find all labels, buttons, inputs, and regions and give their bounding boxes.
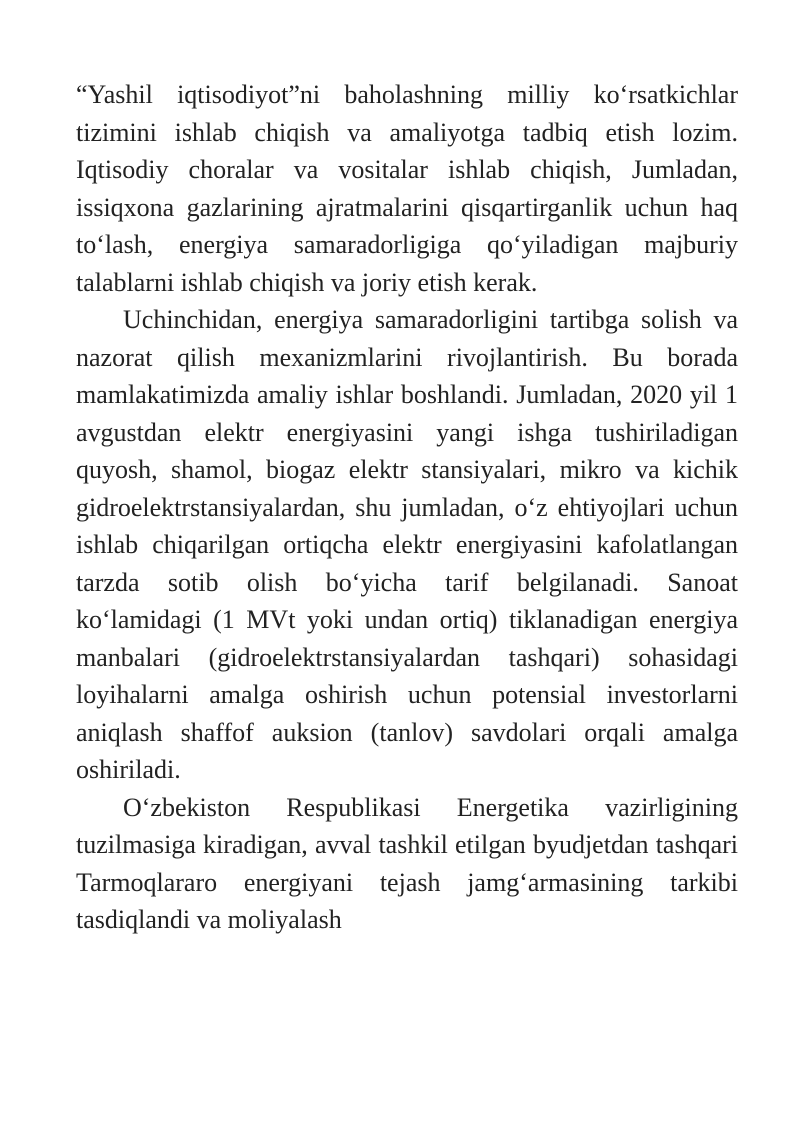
paragraph-energy-efficiency: Uchinchidan, energiya samaradorligini tartibga solish va nazorat qilish mexanizmlarini rivojlantirish. Bu borada mamlakatimizda amaliy ishlar boshlandi. Jumladan, 2020 yil 1 avgustdan elektr energiyasini yangi ishga tushiriladigan quyosh, shamol, biogaz elektr stansiyalari, mikro va kichik gidroelektrstansiyalardan, shu jumladan, o‘z ehtiyojlari uchun ishlab chiqarilgan ortiqcha elektr energiyasini kafolatlangan tarzda sotib olish bo‘yicha tarif belgilanadi. Sanoat ko‘lamidagi (1 MVt yoki undan ortiq) tiklanadigan energiya manbalari (gidroelektrstansiyalardan tashqari) sohasidagi loyihalarni amalga oshirish uchun potensial investorlarni aniqlash shaffof auksion (tanlov) savdolari orqali amalga oshiriladi. xyxy=(76,305,738,784)
paragraph-energy-ministry: O‘zbekiston Respublikasi Energetika vazirligining tuzilmasiga kiradigan, avval tashkil etilgan byudjetdan tashqari Tarmoqlararo energiyani tejash jamg‘armasining tarkibi tasdiqlandi va moliyalash xyxy=(76,792,738,934)
document-page xyxy=(76,76,738,939)
paragraph-continuation: “Yashil iqtisodiyot”ni baholashning milliy ko‘rsatkichlar tizimini ishlab chiqish va amaliyotga tadbiq etish lozim. Iqtisodiy choralar va vositalar ishlab chiqish, Jumladan, issiqxona gazlarining ajratmalarini qisqartirganlik uchun haq to‘lash, energiya samaradorligiga qo‘yiladigan majburiy talablarni ishlab chiqish va joriy etish kerak. xyxy=(76,80,738,297)
